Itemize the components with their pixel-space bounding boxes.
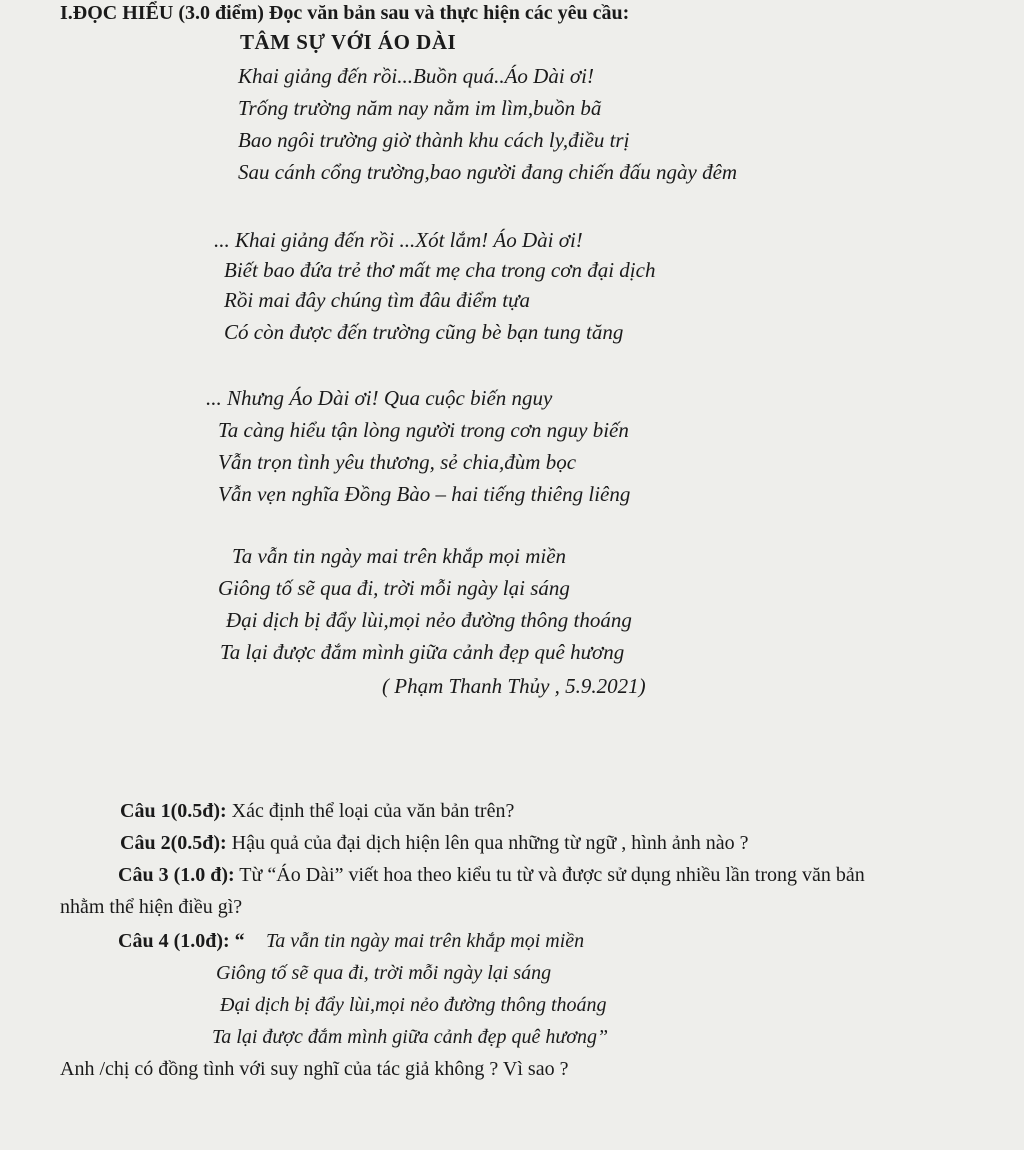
section-label: I.ĐỌC HIỂU (3.0 điểm) <box>60 2 264 24</box>
section-instruction: Đọc văn bản sau và thực hiện các yêu cầu: <box>263 2 630 24</box>
poem-line: Sau cánh cổng trường,bao người đang chiến đấu ngày đêm <box>238 160 738 184</box>
question-text: Hậu quả của đại dịch hiện lên qua những từ ngữ , hình ảnh nào ? <box>226 832 749 854</box>
poem-line: Ta vẫn tin ngày mai trên khắp mọi miền <box>232 544 567 568</box>
quote-line: Giông tố sẽ qua đi, trời mỗi ngày lại sáng <box>216 962 552 984</box>
poem-title: TÂM SỰ VỚI ÁO DÀI <box>240 30 457 54</box>
poem-line: Vẫn trọn tình yêu thương, sẻ chia,đùm bọc <box>218 450 577 474</box>
question-label: Câu 1(0.5đ): <box>120 800 227 822</box>
question-label: Câu 4 (1.0đ): “ <box>118 930 245 952</box>
poem-line: Biết bao đứa trẻ thơ mất mẹ cha trong cơn đại dịch <box>224 258 656 282</box>
question-label: Câu 2(0.5đ): <box>120 832 227 854</box>
poem-source: ( Phạm Thanh Thủy , 5.9.2021) <box>382 674 646 698</box>
poem-line: Ta càng hiểu tận lòng người trong cơn nguy biến <box>218 418 629 442</box>
poem-line: Khai giảng đến rồi...Buồn quá..Áo Dài ơi! <box>238 64 594 88</box>
poem-line: Rồi mai đây chúng tìm đâu điểm tựa <box>224 288 530 312</box>
poem-line: ... Nhưng Áo Dài ơi! Qua cuộc biến nguy <box>206 386 553 410</box>
quote-line: Đại dịch bị đẩy lùi,mọi nẻo đường thông thoáng <box>220 994 607 1016</box>
poem-line: Đại dịch bị đẩy lùi,mọi nẻo đường thông thoáng <box>226 608 632 632</box>
poem-line: Ta lại được đắm mình giữa cảnh đẹp quê hương <box>220 640 625 664</box>
poem-line: Giông tố sẽ qua đi, trời mỗi ngày lại sáng <box>218 576 570 600</box>
question-text: Từ “Áo Dài” viết hoa theo kiểu tu từ và được sử dụng nhiều lần trong văn bản <box>234 864 865 886</box>
quote-line: Ta lại được đắm mình giữa cảnh đẹp quê hương” <box>212 1026 609 1048</box>
question-2 <box>120 832 749 855</box>
poem-line: ... Khai giảng đến rồi ...Xót lắm! Áo Dài ơi! <box>214 228 583 252</box>
poem-line: Có còn được đến trường cũng bè bạn tung tăng <box>224 320 624 344</box>
poem-line: Vẫn vẹn nghĩa Đồng Bào – hai tiếng thiêng liêng <box>218 482 631 506</box>
question-3 <box>118 864 865 887</box>
question-1 <box>120 800 514 823</box>
poem-line: Trống trường năm nay nằm im lìm,buồn bã <box>238 96 602 120</box>
quote-line: Ta vẫn tin ngày mai trên khắp mọi miền <box>266 930 585 952</box>
poem-line: Bao ngôi trường giờ thành khu cách ly,điều trị <box>238 128 630 152</box>
question-text: Xác định thể loại của văn bản trên? <box>226 800 515 822</box>
question-4-prompt: Anh /chị có đồng tình với suy nghĩ của tác giả không ? Vì sao ? <box>60 1058 569 1080</box>
section-header <box>60 2 629 25</box>
question-3-continued: nhằm thể hiện điều gì? <box>60 896 243 918</box>
question-label: Câu 3 (1.0 đ): <box>118 864 235 886</box>
question-4-label <box>118 930 245 953</box>
